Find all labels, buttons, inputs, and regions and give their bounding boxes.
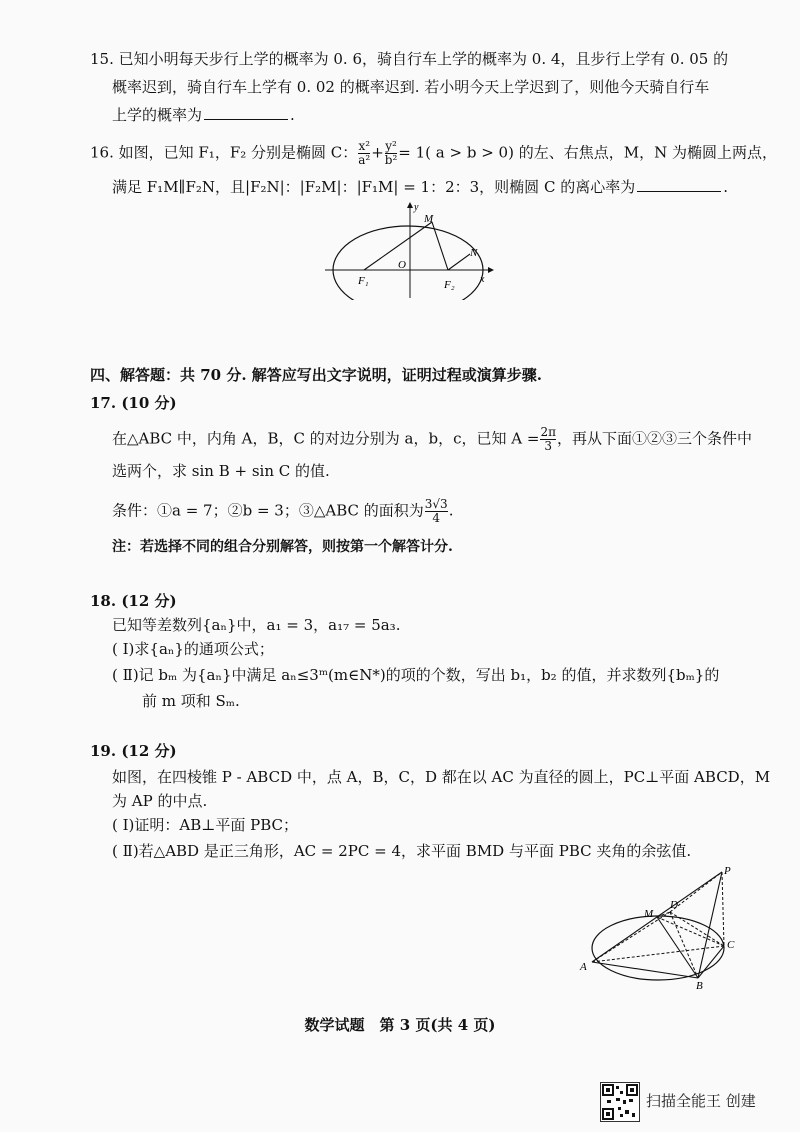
- q15-line3: [112, 104, 295, 126]
- fig19-label-D: D: [670, 899, 678, 911]
- fig16-label-F1: F₁: [358, 275, 369, 287]
- qr-code-pattern: [601, 1083, 639, 1121]
- pyramid-figure: [576, 862, 746, 992]
- q16-frac-x-den: a²: [358, 153, 371, 167]
- ellipse-curve: [333, 226, 483, 300]
- fig16-label-F2: F₂: [444, 279, 455, 291]
- q16-answer-blank: [637, 177, 721, 192]
- q17-line3: [112, 498, 453, 525]
- fig19-label-A: A: [580, 961, 587, 973]
- q17-head: 17. (10 分): [90, 394, 177, 412]
- edge-BP: [698, 872, 722, 978]
- scanner-watermark: 扫描全能王 创建: [646, 1092, 756, 1110]
- q19-part2: ( Ⅱ)若△ABD 是正三角形，AC = 2PC = 4，求平面 BMD 与平面 PBC 夹角的余弦值.: [112, 842, 692, 860]
- q18-head: 18. (12 分): [90, 592, 177, 610]
- q16-frac-x-num: x²: [358, 139, 371, 153]
- q16-line2a: 满足 F₁M∥F₂N，且|F₂N|：|F₂M|：|F₁M| = 1：2：3，则椭圆 C 的离心率为: [112, 178, 636, 196]
- edge-DB: [670, 912, 698, 978]
- q18-part1: ( Ⅰ)求{aₙ}的通项公式；: [112, 640, 274, 658]
- q17-line1: [112, 426, 752, 453]
- q17-frac-area-den: 4: [425, 511, 448, 525]
- q15-line2: 概率迟到，骑自行车上学有 0. 02 的概率迟到. 若小明今天上学迟到了，则他今天骑自行车: [112, 78, 710, 96]
- q19-line1: 如图，在四棱锥 P - ABCD 中，点 A，B，C，D 都在以 AC 为直径的圆上，PC⊥平面 ABCD，M: [112, 768, 771, 786]
- q19-head: 19. (12 分): [90, 742, 177, 760]
- q15-line1: 15. 已知小明每天步行上学的概率为 0. 6，骑自行车上学的概率为 0. 4，且步行上学有 0. 05 的: [90, 50, 729, 68]
- q17-frac-area: [425, 498, 448, 525]
- q17-frac-area-num: 3√3: [424, 497, 448, 511]
- q17-frac-A-num: 2π: [540, 425, 556, 439]
- fig16-label-x: x: [480, 274, 485, 285]
- ellipse-figure: [320, 200, 500, 300]
- edge-PC: [722, 872, 724, 946]
- q16-plus: +: [371, 143, 384, 162]
- segment-F2N: [448, 254, 470, 270]
- q17-frac-A-den: 3: [540, 439, 556, 453]
- q17-line1b: ，再从下面①②③三个条件中: [556, 429, 752, 448]
- q16-frac-x: [358, 140, 370, 167]
- segment-MF2: [432, 222, 448, 270]
- q16-line1a: 16. 如图，已知 F₁，F₂ 分别是椭圆 C：: [90, 143, 358, 162]
- section4-heading: 四、解答题：共 70 分. 解答应写出文字说明，证明过程或演算步骤.: [90, 366, 542, 384]
- fig19-label-C: C: [727, 939, 735, 951]
- q19-line2: 为 AP 的中点.: [112, 792, 208, 810]
- q18-part2: ( Ⅱ)记 bₘ 为{aₙ}中满足 aₙ≤3ᵐ(m∈N*)的项的个数，写出 b₁，b₂ 的值，并求数列{bₘ}的: [112, 666, 720, 684]
- fig16-label-y: y: [414, 202, 419, 213]
- q15-line3-end: .: [290, 106, 295, 124]
- q17-line2: 选两个，求 sin B + sin C 的值.: [112, 462, 330, 480]
- q18-line1: 已知等差数列{aₙ}中，a₁ = 3，a₁₇ = 5a₃.: [112, 616, 401, 634]
- q17-note: 注：若选择不同的组合分别解答，则按第一个解答计分.: [112, 539, 453, 555]
- edge-AB: [592, 962, 698, 978]
- q17-line3a: 条件：①a = 7；②b = 3；③△ABC 的面积为: [112, 501, 424, 520]
- fig16-label-O: O: [398, 259, 406, 271]
- fig16-label-N: N: [470, 247, 478, 259]
- q16-frac-y-den: b²: [384, 153, 398, 167]
- q16-line2: [112, 176, 728, 198]
- q17-line1a: 在△ABC 中，内角 A，B，C 的对边分别为 a，b，c，已知 A =: [112, 429, 540, 448]
- x-axis-arrow: [488, 267, 494, 273]
- q16-line1b: = 1( a > b > 0) 的左、右焦点，M，N 为椭圆上两点，: [398, 143, 777, 162]
- q16-line1: [90, 140, 777, 167]
- q15-answer-blank: [204, 105, 288, 120]
- page-footer: 数学试题 第 3 页(共 4 页): [304, 1016, 496, 1034]
- y-axis-arrow: [407, 202, 413, 208]
- q17-frac-A: [540, 426, 556, 453]
- q15-line3-text: 上学的概率为: [112, 106, 203, 124]
- q19-part1: ( Ⅰ)证明：AB⊥平面 PBC；: [112, 816, 298, 834]
- qr-code-icon: [600, 1082, 640, 1122]
- q16-line2b: .: [723, 178, 728, 196]
- q18-part2-cont: 前 m 项和 Sₘ.: [142, 692, 240, 710]
- fig19-label-B: B: [696, 980, 703, 992]
- fig16-label-M: M: [424, 213, 434, 225]
- fig19-label-P: P: [724, 865, 731, 877]
- q17-line3b: .: [448, 501, 454, 520]
- q16-frac-y: [385, 140, 398, 167]
- q16-frac-y-num: y²: [385, 139, 397, 153]
- fig19-label-M: M: [644, 908, 654, 920]
